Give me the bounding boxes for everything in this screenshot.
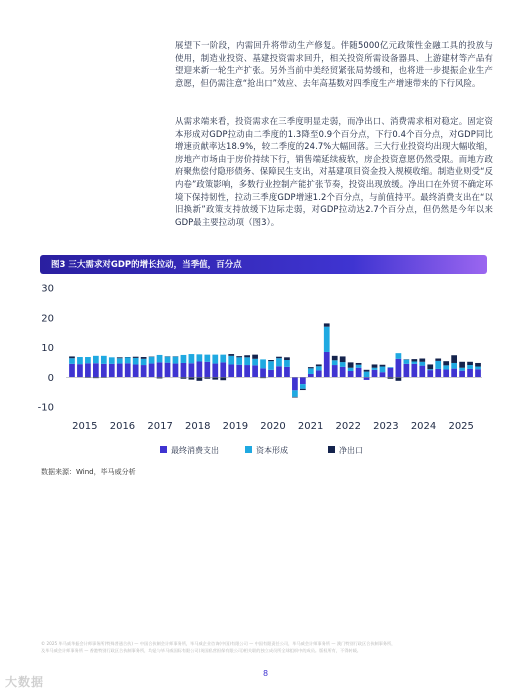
bar-segment xyxy=(388,368,394,378)
bar-segment xyxy=(244,365,250,377)
bar-segment xyxy=(467,362,473,365)
bar-segment xyxy=(451,363,457,369)
bar-segment xyxy=(292,397,298,398)
bar-segment xyxy=(197,354,203,361)
bar-segment xyxy=(252,359,258,366)
bar-segment xyxy=(292,377,298,390)
y-tick-label: 30 xyxy=(41,283,54,295)
bar-segment xyxy=(173,356,179,363)
legend-swatch xyxy=(328,446,335,453)
demand-contribution-chart xyxy=(0,278,532,463)
bar-segment xyxy=(93,356,99,363)
chart-legend xyxy=(160,445,363,455)
bar-segment xyxy=(236,357,242,364)
watermark-logo: 大数据 xyxy=(5,675,45,689)
bar-segment xyxy=(197,361,203,377)
bar-segment xyxy=(364,372,370,378)
bar-segment xyxy=(332,356,338,360)
bar-segment xyxy=(141,365,147,377)
bar-segment xyxy=(284,357,290,360)
footnote-line-2: 及毕马威会计师事务所 — 香港特别行政区合伙制事务所，均是与毕马威国际有限公司(英国私营担保有限公司)相关联的独立成员所全球组织中的成员。版权所有，不得转载。 xyxy=(41,648,361,653)
bar-segment xyxy=(117,358,123,363)
bar-segment xyxy=(204,355,210,362)
bar-segment xyxy=(292,390,298,397)
bar-segment xyxy=(475,369,481,377)
bar-segment xyxy=(411,359,417,361)
bar-segment xyxy=(348,362,354,367)
legend-swatch xyxy=(245,446,252,453)
bar-segment xyxy=(332,360,338,365)
bar-segment xyxy=(316,364,322,366)
bar-segment xyxy=(419,362,425,366)
bar-segment xyxy=(228,354,234,356)
bar-segment xyxy=(372,370,378,377)
x-tick-label: 2021 xyxy=(297,421,324,432)
bar-segment xyxy=(268,361,274,370)
bar-segment xyxy=(411,361,417,363)
bar-segment xyxy=(372,364,378,367)
bar-segment xyxy=(396,353,402,359)
bar-segment xyxy=(411,364,417,377)
bar-segment xyxy=(228,356,234,365)
bar-segment xyxy=(380,367,386,373)
bar-segment xyxy=(316,370,322,377)
bar-segment xyxy=(125,357,131,363)
bar-segment xyxy=(133,364,139,377)
bar-segment xyxy=(276,358,282,366)
bar-segment xyxy=(228,364,234,377)
bar-segment xyxy=(157,355,163,362)
bar-segment xyxy=(451,369,457,378)
bar-segment xyxy=(300,384,306,389)
bar-segment xyxy=(252,365,258,377)
bar-segment xyxy=(220,377,226,380)
bar-segment xyxy=(133,357,139,358)
bar-segment xyxy=(404,359,410,363)
bar-segment xyxy=(141,359,147,365)
bar-segment xyxy=(372,368,378,370)
bar-segment xyxy=(459,371,465,378)
bar-segment xyxy=(443,365,449,369)
bar-segment xyxy=(467,369,473,377)
bar-segment xyxy=(404,364,410,377)
x-tick-label: 2022 xyxy=(335,421,361,432)
bar-segment xyxy=(396,377,402,381)
bar-segment xyxy=(268,360,274,361)
bar-segment xyxy=(69,358,75,364)
figure-title: 图3 三大需求对GDP的增长拉动，当季值，百分点 xyxy=(51,260,242,270)
bar-segment xyxy=(419,359,425,362)
bar-segment xyxy=(101,364,107,377)
bar-segment xyxy=(348,368,354,371)
x-tick-label: 2025 xyxy=(448,421,474,432)
y-tick-label: -10 xyxy=(37,402,54,414)
bar-segment xyxy=(300,389,306,390)
bar-segment xyxy=(212,355,218,364)
bar-segment xyxy=(396,359,402,377)
bar-segment xyxy=(260,368,266,377)
bar-segment xyxy=(260,359,266,368)
x-tick-label: 2020 xyxy=(260,421,286,432)
chart-bars xyxy=(69,323,481,397)
bar-segment xyxy=(435,361,441,369)
bar-segment xyxy=(181,355,187,363)
legend-label: 净出口 xyxy=(339,446,363,455)
bar-segment xyxy=(380,372,386,377)
bar-segment xyxy=(364,370,370,372)
bar-segment xyxy=(181,363,187,377)
bar-segment xyxy=(284,367,290,377)
bar-segment xyxy=(189,354,195,363)
bar-segment xyxy=(340,362,346,367)
figure-title-bar xyxy=(40,255,487,274)
bar-segment xyxy=(69,364,75,377)
bar-segment xyxy=(69,356,75,358)
bar-segment xyxy=(197,377,203,381)
bar-segment xyxy=(308,374,314,377)
bar-segment xyxy=(77,364,83,377)
bar-segment xyxy=(141,357,147,359)
legend-label: 资本形成 xyxy=(256,446,288,455)
x-tick-label: 2017 xyxy=(147,421,173,432)
bar-segment xyxy=(189,363,195,377)
bar-segment xyxy=(324,352,330,377)
bar-segment xyxy=(77,357,83,364)
bar-segment xyxy=(157,362,163,377)
bar-segment xyxy=(252,355,258,359)
bar-segment xyxy=(236,365,242,378)
bar-segment xyxy=(220,362,226,377)
bar-segment xyxy=(85,363,91,377)
y-tick-label: 10 xyxy=(41,343,54,354)
bar-segment xyxy=(435,359,441,361)
bar-segment xyxy=(236,356,242,357)
bar-segment xyxy=(459,368,465,371)
bar-segment xyxy=(173,364,179,378)
footnote-line-1: © 2025 毕马威华振会计师事务所(特殊普通合伙) — 中国合伙制会计师事务所，毕马威企业咨询(中国)有限公司 — 中国有限责任公司，毕马威会计师事务所 — 澳门特别行政区合伙制事务所， xyxy=(41,641,396,646)
bar-segment xyxy=(204,362,210,377)
bar-segment xyxy=(419,366,425,378)
bar-segment xyxy=(93,363,99,377)
bar-segment xyxy=(101,356,107,364)
bar-segment xyxy=(467,365,473,369)
bar-segment xyxy=(300,377,306,384)
bar-segment xyxy=(475,363,481,367)
bar-segment xyxy=(364,377,370,380)
bar-segment xyxy=(427,364,433,369)
bar-segment xyxy=(149,364,155,378)
bar-segment xyxy=(109,357,115,364)
bar-segment xyxy=(268,370,274,377)
bar-segment xyxy=(276,357,282,358)
paragraph-2: 从需求端来看，投资需求在三季度明显走弱，而净出口、消费需求相对稳定。固定资本形成对GDP拉动由二季度的1.3降至0.9个百分点，下行0.4个百分点，对GDP同比增速贡献率达18.9%，较二季度的24.7%大幅回落。三大行业投资均出现大幅收缩，房地产市场由于房价持续下行，销售端延续疲软，房企投资意愿仍然受限。而地方政府聚焦偿付隐形债务、保障民生支出，对基建项目资金投入规模收缩。制造业则受“反内卷”政策影响，多数行业控制产能扩张节奏，投资出现放缓。净出口在外贸不确定环境下保持韧性，拉动三季度GDP增速1.2个百分点，与前值持平。最终消费支出在“以旧换新”政策支持放缓下边际走弱，对GDP拉动达2.7个百分点，但仍然是今年以来GDP最主要拉动项（图3）。 xyxy=(175,116,494,227)
bar-segment xyxy=(475,367,481,370)
legend-swatch xyxy=(160,446,167,453)
bar-segment xyxy=(244,357,250,365)
bar-segment xyxy=(165,356,171,362)
bar-segment xyxy=(133,358,139,365)
legend-label: 最终消费支出 xyxy=(171,446,219,455)
bar-segment xyxy=(308,367,314,368)
bar-segment xyxy=(340,356,346,362)
bar-segment xyxy=(435,369,441,377)
bar-segment xyxy=(165,363,171,378)
bar-segment xyxy=(220,355,226,363)
bar-segment xyxy=(427,370,433,377)
bar-segment xyxy=(316,366,322,370)
bar-segment xyxy=(356,368,362,378)
copyright-footnote xyxy=(41,640,493,654)
bar-segment xyxy=(459,362,465,368)
bar-segment xyxy=(189,377,195,379)
bar-segment xyxy=(109,364,115,377)
bar-segment xyxy=(340,367,346,377)
bar-segment xyxy=(125,363,131,377)
bar-segment xyxy=(451,355,457,363)
x-tick-label: 2016 xyxy=(109,421,136,432)
bar-segment xyxy=(443,361,449,365)
bar-segment xyxy=(85,357,91,363)
bar-segment xyxy=(324,323,330,326)
page-number: 8 xyxy=(263,669,269,678)
bar-segment xyxy=(276,366,282,377)
x-tick-label: 2019 xyxy=(222,421,249,432)
x-tick-label: 2024 xyxy=(410,421,437,432)
bar-segment xyxy=(356,363,362,365)
bar-segment xyxy=(348,371,354,377)
bar-segment xyxy=(443,370,449,378)
bar-segment xyxy=(244,355,250,357)
bar-segment xyxy=(388,367,394,368)
bar-segment xyxy=(212,377,218,379)
bar-segment xyxy=(356,365,362,368)
bar-segment xyxy=(332,365,338,377)
bar-segment xyxy=(117,364,123,378)
bar-segment xyxy=(284,360,290,367)
x-tick-label: 2015 xyxy=(72,421,98,432)
x-tick-label: 2018 xyxy=(185,421,211,432)
bar-segment xyxy=(117,357,123,358)
bar-segment xyxy=(212,364,218,378)
bar-segment xyxy=(324,327,330,352)
bar-segment xyxy=(308,368,314,374)
y-tick-label: 0 xyxy=(47,372,54,384)
bar-segment xyxy=(149,357,155,364)
bar-segment xyxy=(380,365,386,367)
y-tick-label: 20 xyxy=(41,313,54,325)
paragraph-1: 展望下一阶段，内需回升将带动生产修复。伴随5000亿元政策性金融工具的投放与使用，制造业投资、基建投资需求回升，相关投资所需设备器具、上游建材等产品有望迎来新一轮生产扩张。另外当前中美经贸紧张局势缓和，也将进一步提振企业生产意愿，但仍需注意“抢出口”效应、去年高基数对四季度生产增速带来的下行风险。 xyxy=(175,40,493,88)
bar-segment xyxy=(427,369,433,370)
x-tick-label: 2023 xyxy=(373,421,399,432)
data-source: 数据来源：Wind，毕马威分析 xyxy=(41,468,136,476)
